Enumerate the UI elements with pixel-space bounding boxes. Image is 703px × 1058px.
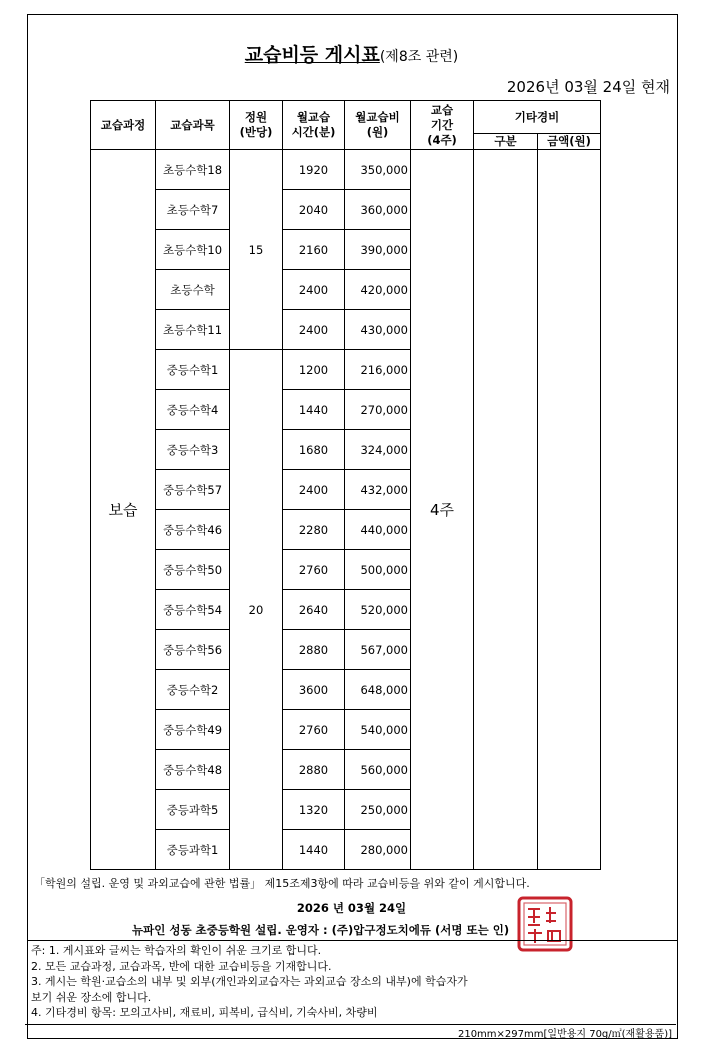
header-monthly-hours: 월교습 시간(분) bbox=[283, 101, 345, 150]
subject-cell: 중등과학5 bbox=[156, 790, 230, 830]
subject-cell: 중등수학4 bbox=[156, 390, 230, 430]
as-of-date: 2026년 03월 24일 현재 bbox=[506, 78, 670, 96]
hours-cell: 2760 bbox=[283, 710, 345, 750]
legal-notice: 「학원의 설립. 운영 및 과외교습에 관한 법률」 제15조제3항에 따라 교습비등을 위와 같이 게시합니다. bbox=[34, 877, 530, 890]
subject-cell: 중등수학50 bbox=[156, 550, 230, 590]
fee-cell: 648,000 bbox=[345, 670, 411, 710]
header-monthly-fee: 월교습비 (원) bbox=[345, 101, 411, 150]
subject-cell: 중등수학46 bbox=[156, 510, 230, 550]
hours-cell: 2760 bbox=[283, 550, 345, 590]
hours-cell: 2160 bbox=[283, 230, 345, 270]
hours-cell: 2880 bbox=[283, 750, 345, 790]
capacity-cell: 20 bbox=[230, 350, 283, 870]
header-capacity: 정원 (반당) bbox=[230, 101, 283, 150]
subject-cell: 중등수학1 bbox=[156, 350, 230, 390]
fee-cell: 567,000 bbox=[345, 630, 411, 670]
note-line: 보기 쉬운 장소에 합니다. bbox=[31, 990, 152, 1004]
capacity-cell: 15 bbox=[230, 150, 283, 350]
hours-cell: 2640 bbox=[283, 590, 345, 630]
fee-cell: 324,000 bbox=[345, 430, 411, 470]
table-row bbox=[91, 150, 601, 190]
hours-cell: 1320 bbox=[283, 790, 345, 830]
fee-cell: 250,000 bbox=[345, 790, 411, 830]
notes bbox=[27, 940, 678, 1025]
subject-cell: 중등과학1 bbox=[156, 830, 230, 870]
subject-cell: 초등수학18 bbox=[156, 150, 230, 190]
fee-cell: 440,000 bbox=[345, 510, 411, 550]
hours-cell: 2400 bbox=[283, 270, 345, 310]
founder-line: 뉴파인 성동 초중등학원 설립. 운영자 : (주)압구정도치에듀 (서명 또는 인) bbox=[132, 923, 510, 937]
header-period: 교습 기간 (4주) bbox=[411, 101, 474, 150]
subject-cell: 중등수학54 bbox=[156, 590, 230, 630]
note-line: 2. 모든 교습과정, 교습과목, 반에 대한 교습비등을 기재합니다. bbox=[31, 959, 332, 973]
hours-cell: 1920 bbox=[283, 150, 345, 190]
subject-cell: 초등수학11 bbox=[156, 310, 230, 350]
hours-cell: 3600 bbox=[283, 670, 345, 710]
hours-cell: 2280 bbox=[283, 510, 345, 550]
fee-cell: 390,000 bbox=[345, 230, 411, 270]
header-other-amount: 금액(원) bbox=[538, 134, 601, 150]
fee-cell: 280,000 bbox=[345, 830, 411, 870]
header-other-expenses: 기타경비 bbox=[474, 101, 601, 134]
hours-cell: 2040 bbox=[283, 190, 345, 230]
note-line: 주: 1. 게시표와 글씨는 학습자의 확인이 쉬운 크기로 합니다. bbox=[31, 944, 322, 957]
title-main: 교습비등 게시표 bbox=[244, 44, 380, 66]
subject-cell: 초등수학10 bbox=[156, 230, 230, 270]
fee-cell: 430,000 bbox=[345, 310, 411, 350]
note-line: 3. 게시는 학원·교습소의 내부 및 외부(개인과외교습자는 과외교습 장소의 내부)에 학습자가 bbox=[31, 975, 468, 988]
subject-cell: 초등수학7 bbox=[156, 190, 230, 230]
subject-cell: 중등수학56 bbox=[156, 630, 230, 670]
other-type-cell bbox=[474, 150, 538, 870]
hours-cell: 1200 bbox=[283, 350, 345, 390]
hours-cell: 2400 bbox=[283, 470, 345, 510]
page-title bbox=[0, 40, 703, 67]
fee-cell: 350,000 bbox=[345, 150, 411, 190]
fee-cell: 270,000 bbox=[345, 390, 411, 430]
header-course: 교습과정 bbox=[91, 101, 156, 150]
subject-cell: 중등수학49 bbox=[156, 710, 230, 750]
fee-cell: 432,000 bbox=[345, 470, 411, 510]
hours-cell: 2880 bbox=[283, 630, 345, 670]
fee-cell: 500,000 bbox=[345, 550, 411, 590]
fee-cell: 520,000 bbox=[345, 590, 411, 630]
fee-cell: 216,000 bbox=[345, 350, 411, 390]
course-cell: 보습 bbox=[91, 150, 156, 870]
subject-cell: 중등수학2 bbox=[156, 670, 230, 710]
fee-cell: 360,000 bbox=[345, 190, 411, 230]
hours-cell: 1440 bbox=[283, 390, 345, 430]
hours-cell: 2400 bbox=[283, 310, 345, 350]
note-line: 4. 기타경비 항목: 모의고사비, 재료비, 피복비, 급식비, 기숙사비, 차량비 bbox=[31, 1006, 378, 1019]
subject-cell: 중등수학3 bbox=[156, 430, 230, 470]
header-subject: 교습과목 bbox=[156, 101, 230, 150]
other-amount-cell bbox=[538, 150, 601, 870]
posting-date: 2026 년 03월 24일 bbox=[296, 901, 407, 915]
paper-spec: 210mm×297mm[일반용지 70g/㎡(재활용품)] bbox=[25, 1024, 676, 1040]
subject-cell: 초등수학 bbox=[156, 270, 230, 310]
header-other-type: 구분 bbox=[474, 134, 538, 150]
fee-cell: 420,000 bbox=[345, 270, 411, 310]
hours-cell: 1680 bbox=[283, 430, 345, 470]
period-cell: 4주 bbox=[411, 150, 474, 870]
fee-table bbox=[90, 100, 601, 870]
subject-cell: 중등수학48 bbox=[156, 750, 230, 790]
fee-cell: 540,000 bbox=[345, 710, 411, 750]
fee-cell: 560,000 bbox=[345, 750, 411, 790]
title-sub: (제8조 관련) bbox=[379, 49, 459, 65]
subject-cell: 중등수학57 bbox=[156, 470, 230, 510]
hours-cell: 1440 bbox=[283, 830, 345, 870]
